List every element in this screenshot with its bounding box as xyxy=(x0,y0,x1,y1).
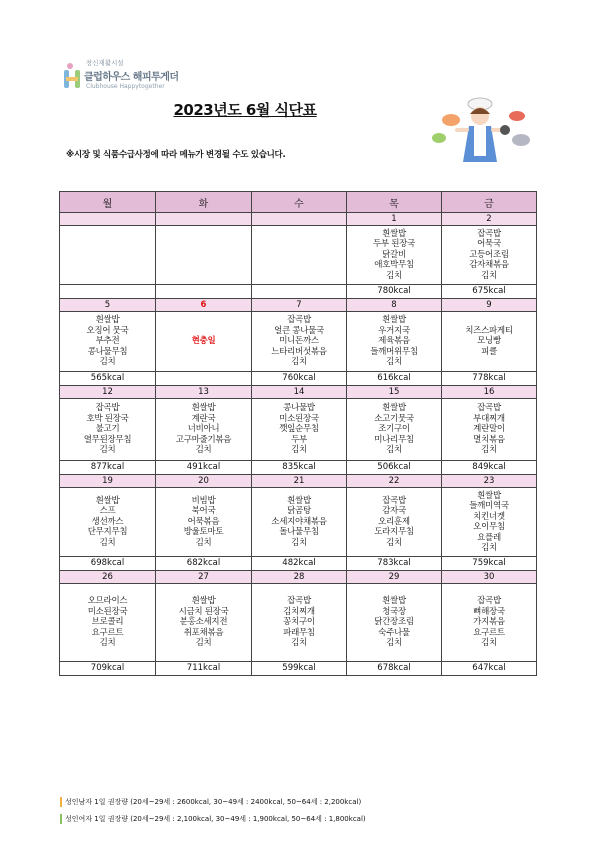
kcal-cell: 877kcal xyxy=(60,461,156,475)
kcal-cell: 565kcal xyxy=(60,372,156,386)
date-cell: 28 xyxy=(252,571,347,584)
kcal-cell: 506kcal xyxy=(347,461,442,475)
menu-cell xyxy=(156,226,252,285)
weekday-header: 목 xyxy=(347,192,442,213)
date-cell xyxy=(252,213,347,226)
kcal-row xyxy=(60,285,537,299)
weekday-header: 금 xyxy=(442,192,537,213)
kcal-cell: 675kcal xyxy=(442,285,537,299)
kcal-cell: 783kcal xyxy=(347,557,442,571)
kcal-cell xyxy=(252,285,347,299)
menu-cell: 잡곡밥 어묵국 고등어조림 감자채볶음 김치 xyxy=(442,226,537,285)
date-cell: 29 xyxy=(347,571,442,584)
weekday-header-row xyxy=(60,192,537,213)
kcal-cell: 682kcal xyxy=(156,557,252,571)
kcal-cell xyxy=(60,285,156,299)
kcal-row xyxy=(60,662,537,676)
holiday-label: 현충일 xyxy=(156,312,252,372)
kcal-cell: 780kcal xyxy=(347,285,442,299)
menu-cell: 잡곡밥 감자국 오리훈제 도라지무침 김치 xyxy=(347,488,442,557)
menu-cell: 흰쌀밥 들깨미역국 치킨너겟 오이무침 요플레 김치 xyxy=(442,488,537,557)
menu-row xyxy=(60,312,537,372)
menu-cell: 흰쌀밥 오징어 뭇국 부추전 콩나물무침 김치 xyxy=(60,312,156,372)
kcal-cell xyxy=(156,372,252,386)
kcal-cell: 678kcal xyxy=(347,662,442,676)
weekday-header: 화 xyxy=(156,192,252,213)
menu-cell: 잡곡밥 김치찌개 꽁치구이 파래무침 김치 xyxy=(252,584,347,662)
clubhouse-h-logo-icon xyxy=(62,62,84,90)
menu-cell: 잡곡밥 호박 된장국 불고기 열무된장무침 김치 xyxy=(60,399,156,461)
date-cell: 16 xyxy=(442,386,537,399)
kcal-cell: 759kcal xyxy=(442,557,537,571)
male-marker-icon xyxy=(60,797,62,807)
kcal-cell: 778kcal xyxy=(442,372,537,386)
menu-cell: 흰쌀밥 시금치 된장국 분홍소세지전 취포채볶음 김치 xyxy=(156,584,252,662)
chef-girl-illustration xyxy=(425,96,535,168)
weekday-header: 수 xyxy=(252,192,347,213)
date-cell: 19 xyxy=(60,475,156,488)
logo-org: 창신재활시설 xyxy=(86,59,124,67)
date-cell: 26 xyxy=(60,571,156,584)
menu-cell: 비빔밥 북어국 어묵볶음 방울토마토 김치 xyxy=(156,488,252,557)
menu-row xyxy=(60,584,537,662)
date-row xyxy=(60,475,537,488)
menu-cell xyxy=(60,226,156,285)
date-row xyxy=(60,299,537,312)
date-cell: 5 xyxy=(60,299,156,312)
kcal-cell: 491kcal xyxy=(156,461,252,475)
date-cell-holiday: 6 xyxy=(156,299,252,312)
menu-cell: 콩나물밥 미소된장국 깻잎순무침 두부 김치 xyxy=(252,399,347,461)
date-row xyxy=(60,571,537,584)
date-cell: 22 xyxy=(347,475,442,488)
menu-change-notice: ※시장 및 식품수급사정에 따라 메뉴가 변경될 수도 있습니다. xyxy=(66,150,286,160)
date-cell: 8 xyxy=(347,299,442,312)
menu-row xyxy=(60,488,537,557)
kcal-row xyxy=(60,461,537,475)
date-cell: 15 xyxy=(347,386,442,399)
page-title: 2023년도 6월 식단표 xyxy=(173,101,317,119)
menu-cell: 흰쌀밥 두부 된장국 닭갈비 애호박무침 김치 xyxy=(347,226,442,285)
date-cell: 1 xyxy=(347,213,442,226)
kcal-row xyxy=(60,372,537,386)
weekday-header: 월 xyxy=(60,192,156,213)
menu-cell: 잡곡밥 뼈해장국 가지볶음 요구르트 김치 xyxy=(442,584,537,662)
date-cell: 9 xyxy=(442,299,537,312)
menu-cell: 흰쌀밥 스프 생선까스 단무지무침 김치 xyxy=(60,488,156,557)
female-intake-text: 성인여자 1일 권장량 (20세~29세 : 2,100kcal, 30~49세 : 1,900kcal, 50~64세 : 1,800kcal) xyxy=(65,815,366,823)
date-row xyxy=(60,213,537,226)
menu-cell: 잡곡밥 얼큰 콩나물국 미니돈까스 느타리버섯볶음 김치 xyxy=(252,312,347,372)
date-cell: 7 xyxy=(252,299,347,312)
recommended-intake-footer xyxy=(60,794,366,828)
menu-cell xyxy=(252,226,347,285)
kcal-cell: 616kcal xyxy=(347,372,442,386)
female-marker-icon xyxy=(60,814,62,824)
menu-cell: 흰쌀밥 청국장 닭간장조림 숙주나물 김치 xyxy=(347,584,442,662)
date-cell: 30 xyxy=(442,571,537,584)
kcal-cell: 482kcal xyxy=(252,557,347,571)
logo-name: 클럽하우스 해피투게더 xyxy=(84,72,179,83)
logo xyxy=(62,58,222,98)
female-intake-line xyxy=(60,811,366,828)
logo-name-en: Clubhouse Happytogether xyxy=(86,83,165,90)
kcal-cell: 711kcal xyxy=(156,662,252,676)
menu-row xyxy=(60,399,537,461)
date-cell xyxy=(156,213,252,226)
kcal-cell: 599kcal xyxy=(252,662,347,676)
date-cell: 27 xyxy=(156,571,252,584)
date-cell xyxy=(60,213,156,226)
menu-cell: 오므라이스 미소된장국 브로콜리 요구르트 김치 xyxy=(60,584,156,662)
menu-cell: 흰쌀밥 닭곰탕 소세지야채볶음 돌나물무침 김치 xyxy=(252,488,347,557)
date-cell: 23 xyxy=(442,475,537,488)
date-cell: 14 xyxy=(252,386,347,399)
kcal-cell: 849kcal xyxy=(442,461,537,475)
date-cell: 12 xyxy=(60,386,156,399)
date-cell: 13 xyxy=(156,386,252,399)
kcal-row xyxy=(60,557,537,571)
male-intake-text: 성인남자 1일 권장량 (20세~29세 : 2600kcal, 30~49세 : 2400kcal, 50~64세 : 2,200kcal) xyxy=(65,798,362,806)
menu-cell: 흰쌀밥 우거지국 제육볶음 들깨머위무침 김치 xyxy=(347,312,442,372)
menu-cell: 흰쌀밥 계란국 너비아니 고구마줄기볶음 김치 xyxy=(156,399,252,461)
kcal-cell: 709kcal xyxy=(60,662,156,676)
date-row xyxy=(60,386,537,399)
menu-cell: 잡곡밥 부대찌개 계란말이 멸치볶음 김치 xyxy=(442,399,537,461)
menu-cell: 흰쌀밥 소고기뭇국 조기구이 미나리무침 김치 xyxy=(347,399,442,461)
date-cell: 21 xyxy=(252,475,347,488)
male-intake-line xyxy=(60,794,366,811)
kcal-cell: 698kcal xyxy=(60,557,156,571)
date-cell: 20 xyxy=(156,475,252,488)
meal-menu-table xyxy=(59,191,537,676)
kcal-cell xyxy=(156,285,252,299)
kcal-cell: 760kcal xyxy=(252,372,347,386)
date-cell: 2 xyxy=(442,213,537,226)
menu-row xyxy=(60,226,537,285)
menu-cell: 치즈스파게티 모닝빵 피클 xyxy=(442,312,537,372)
kcal-cell: 835kcal xyxy=(252,461,347,475)
kcal-cell: 647kcal xyxy=(442,662,537,676)
